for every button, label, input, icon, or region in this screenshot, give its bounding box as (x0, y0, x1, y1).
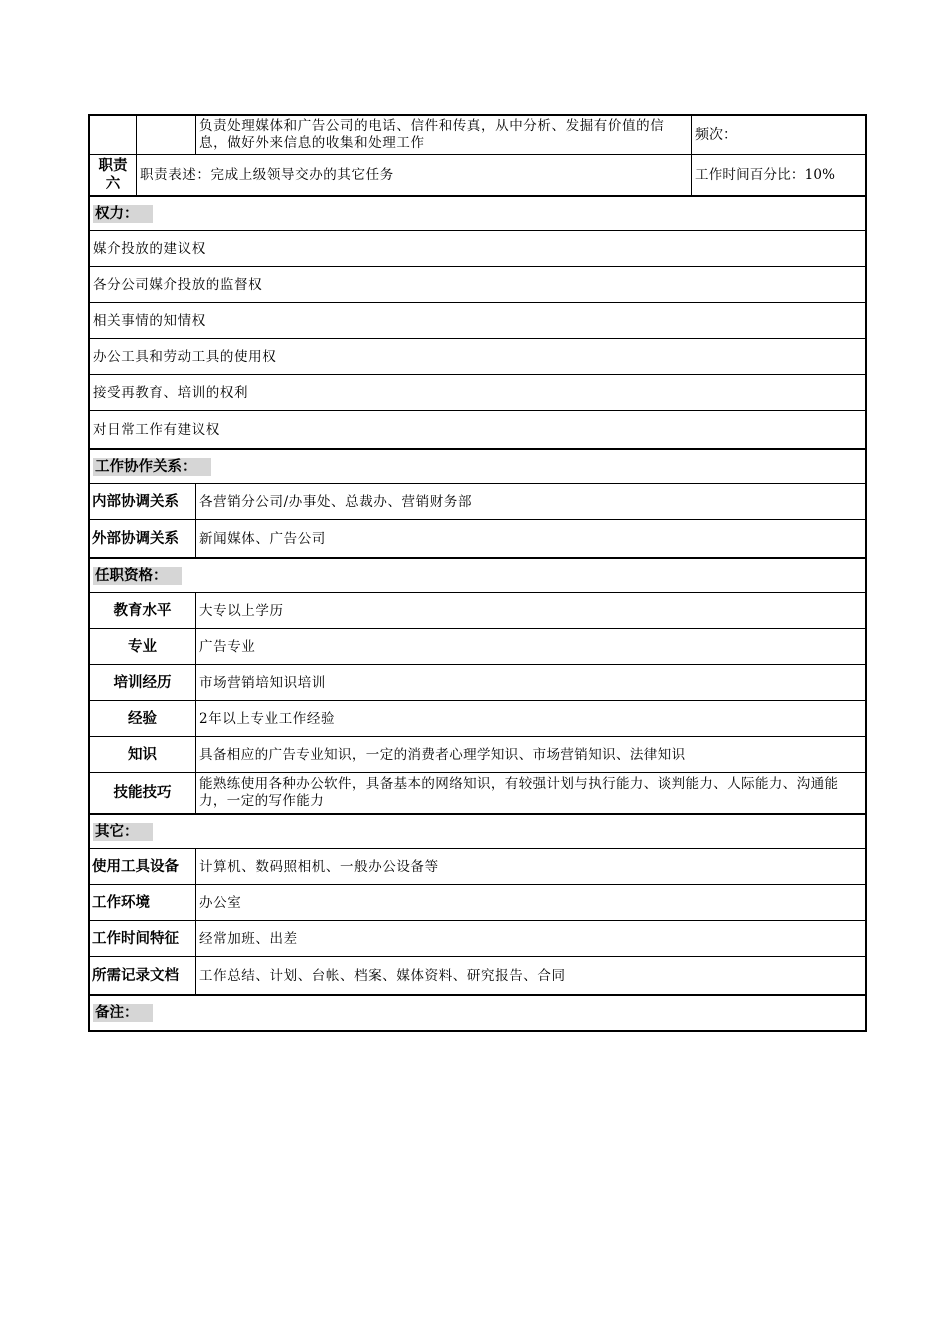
relations-section (90, 450, 865, 559)
qualification-label: 专业 (90, 629, 196, 664)
other-value: 工作总结、计划、台帐、档案、媒体资料、研究报告、合同 (199, 967, 566, 984)
qualification-row (90, 773, 865, 813)
remarks-header-row (90, 996, 865, 1030)
relation-value: 各营销分公司/办事处、总裁办、营销财务部 (199, 493, 473, 510)
relations-header-row (90, 450, 865, 484)
remarks-header: 备注： (93, 1004, 153, 1022)
authority-header-row (90, 197, 865, 231)
qualification-row (90, 737, 865, 773)
frequency-label: 频次： (695, 127, 737, 143)
qualification-value: 大专以上学历 (199, 602, 284, 619)
other-row (90, 849, 865, 885)
authority-section (90, 197, 865, 450)
relation-label: 内部协调关系 (90, 484, 196, 519)
authority-item-text: 媒介投放的建议权 (93, 240, 206, 257)
relation-row-internal (90, 484, 865, 520)
relation-label: 外部协调关系 (90, 520, 196, 557)
duty-label-blank-cell (90, 116, 137, 154)
other-header: 其它： (93, 823, 153, 841)
qualification-value: 能熟练使用各种办公软件，具备基本的网络知识，有较强计划与执行能力、谈判能力、人际能力、沟通能力，一定的写作能力 (199, 776, 839, 809)
relations-header: 工作协作关系： (93, 458, 211, 476)
duty-continuation-row (90, 116, 865, 155)
job-description-table (88, 114, 867, 1032)
other-value: 办公室 (199, 894, 242, 911)
qualification-row (90, 701, 865, 737)
authority-item-text: 接受再教育、培训的权利 (93, 384, 249, 401)
other-label: 工作时间特征 (90, 921, 196, 956)
remarks-section (90, 996, 865, 1030)
qualifications-header: 任职资格： (93, 567, 182, 585)
duty-continuation-text: 负责处理媒体和广告公司的电话、信件和传真，从中分析、发掘有价值的信息，做好外来信息的收集和处理工作 (196, 116, 692, 154)
authority-item-text: 各分公司媒介投放的监督权 (93, 276, 263, 293)
authority-item-text: 相关事情的知情权 (93, 312, 206, 329)
duty-six-description: 职责表述：完成上级领导交办的其它任务 (137, 155, 692, 195)
authority-item-text: 对日常工作有建议权 (93, 421, 220, 438)
duty-six-row (90, 155, 865, 195)
other-value: 计算机、数码照相机、一般办公设备等 (199, 858, 439, 875)
qualification-row (90, 629, 865, 665)
duty-sub-blank-cell (137, 116, 196, 154)
other-section (90, 815, 865, 996)
qualification-label: 技能技巧 (90, 773, 196, 813)
qualifications-section (90, 559, 865, 815)
authority-item (90, 231, 865, 267)
authority-item (90, 339, 865, 375)
other-header-row (90, 815, 865, 849)
qualification-label: 培训经历 (90, 665, 196, 700)
other-label: 工作环境 (90, 885, 196, 920)
authority-item (90, 303, 865, 339)
qualification-row (90, 593, 865, 629)
duty-six-label: 职责六 (90, 155, 137, 195)
qualification-value: 具备相应的广告专业知识，一定的消费者心理学知识、市场营销知识、法律知识 (199, 746, 686, 763)
qualification-label: 经验 (90, 701, 196, 736)
authority-item (90, 411, 865, 448)
duty-section (90, 116, 865, 197)
qualification-label: 知识 (90, 737, 196, 772)
qualification-value: 广告专业 (199, 638, 256, 655)
authority-item-text: 办公工具和劳动工具的使用权 (93, 348, 277, 365)
qualification-label: 教育水平 (90, 593, 196, 628)
other-value: 经常加班、出差 (199, 930, 298, 947)
relation-value: 新闻媒体、广告公司 (199, 530, 326, 547)
authority-item (90, 267, 865, 303)
other-row (90, 885, 865, 921)
qualification-value: 市场营销培知识培训 (199, 674, 326, 691)
other-row (90, 957, 865, 994)
authority-header: 权力： (93, 205, 153, 223)
time-percent-label: 工作时间百分比：10% (695, 167, 836, 183)
qualifications-header-row (90, 559, 865, 593)
relation-row-external (90, 520, 865, 557)
authority-item (90, 375, 865, 411)
other-row (90, 921, 865, 957)
other-label: 所需记录文档 (90, 957, 196, 994)
qualification-row (90, 665, 865, 701)
other-label: 使用工具设备 (90, 849, 196, 884)
qualification-value: 2年以上专业工作经验 (199, 710, 336, 727)
